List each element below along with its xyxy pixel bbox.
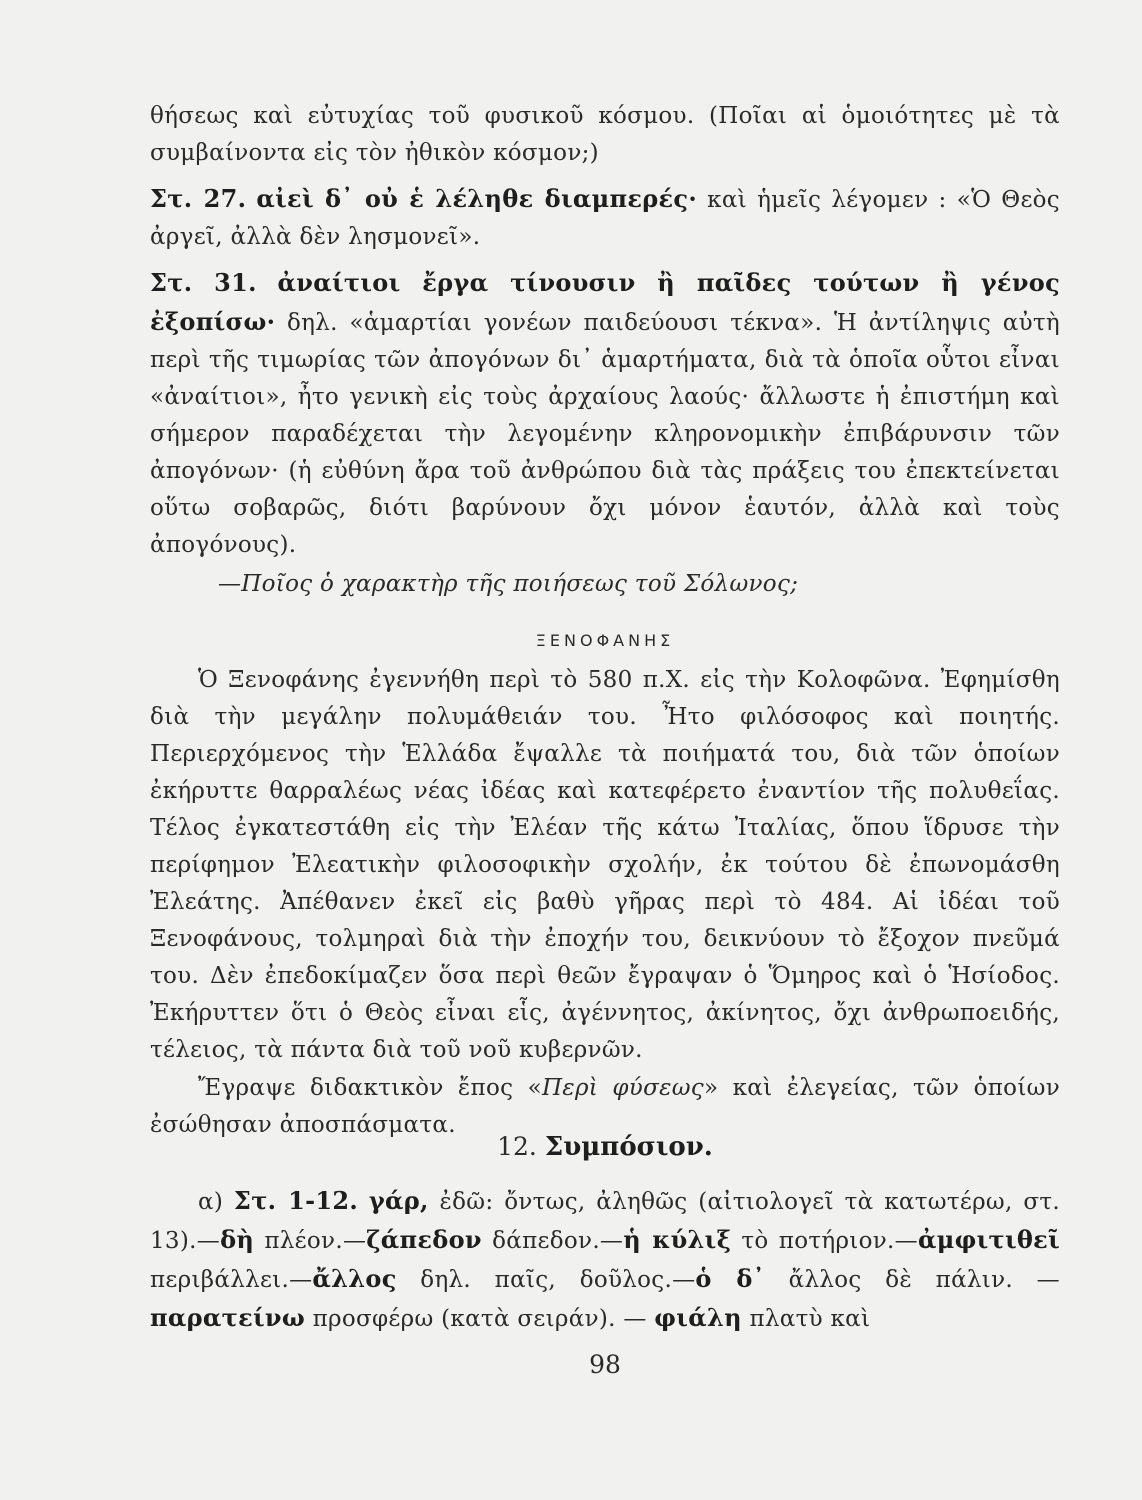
- paragraph-intro: θήσεως καὶ εὐτυχίας τοῦ φυσικοῦ κόσμου. (Ποῖαι αἱ ὁμοιότητες μὲ τὰ συμβαίνοντα εἰς τὸν ἠθικὸν κόσμον;): [150, 103, 1060, 166]
- section-heading: [150, 1132, 1060, 1162]
- commentary: δηλ. «ἁμαρτίαι γονέων παιδεύουσι τέκνα». Ἡ ἀντίληψις αὐτὴ περὶ τῆς τιμωρίας τῶν ἀπογόνων δι᾽ ἁμαρτήματα, διὰ τὰ ὁποῖα οὗτοι εἶναι «ἀναίτιοι», ἦτο γενικὴ εἰς τοὺς ἀρχαίους λαούς· ἄλλωστε ἡ ἐπιστήμη καὶ σήμερον παραδέχεται τὴν λεγομένην κληρονομικὴν ἐπιβάρυνσιν τῶν ἀπογόνων· (ἡ εὐθύνη ἄρα τοῦ ἀνθρώπου διὰ τὰς πράξεις του ἐπεκτείνεται οὕτω σοβαρῶς, διότι βαρύνουν ὄχι μόνον ἑαυτόν, ἀλλὰ καὶ τοὺς ἀπογόνους).: [150, 310, 1060, 558]
- paragraph-line-27: [150, 180, 1060, 256]
- verse-quote: αἰεὶ δ᾽ οὐ ἑ λέληθε διαμπερές·: [256, 184, 698, 213]
- paragraph-notes: α) Στ. 1-12. γάρ, ἐδῶ: ὄντως, ἀληθῶς (αἰτιολογεῖ τὰ κατωτέρω, στ. 13).—δὴ πλέον.—ζάπεδον δάπεδον.—ἡ κύλιξ τὸ ποτήριον.—ἀμφιτιθεῖ περιβάλλει.—ἄλλος δηλ. παῖς, δοῦλος.—ὁ δ᾽ ἄλλος δὲ πάλιν. — παρατείνω προσφέρω (κατὰ σειράν). — φιάλη πλατὺ καὶ: [150, 1186, 1060, 1332]
- verse-reference: Στ. 27.: [150, 184, 247, 213]
- section-number: 12.: [497, 1132, 537, 1161]
- study-question: —Ποῖος ὁ χαρακτὴρ τῆς ποιήσεως τοῦ Σόλωνος;: [218, 571, 799, 597]
- commentary: καὶ ἡμεῖς λέγομεν : «Ὁ Θεὸς ἀργεῖ, ἀλλὰ δὲν λησμονεῖ».: [150, 187, 1060, 250]
- verse-reference: Στ. 31.: [150, 268, 257, 297]
- page-number: 98: [589, 1350, 621, 1379]
- paragraph-line-31: [150, 264, 1060, 564]
- paragraph-works: Ἔγραψε διδακτικὸν ἔπος «Περὶ φύσεως» καὶ ἐλεγείας, τῶν ὁποίων ἐσώθησαν ἀποσπάσματα.: [150, 1075, 1060, 1138]
- section-title: Συμπόσιον.: [544, 1132, 713, 1162]
- paragraph-biography: Ὁ Ξενοφάνης ἐγεννήθη περὶ τὸ 580 π.Χ. εἰς τὴν Κολοφῶνα. Ἐφημίσθη διὰ τὴν μεγάλην πολυμάθειάν του. Ἦτο φιλόσοφος καὶ ποιητής. Περιερχόμενος τὴν Ἑλλάδα ἔψαλλε τὰ ποιήματά του, διὰ τῶν ὁποίων ἐκήρυττε θαρραλέως νέας ἰδέας καὶ κατεφέρετο ἐναντίον τῆς πολυθεΐας. Τέλος ἐγκατεστάθη εἰς τὴν Ἐλέαν τῆς κάτω Ἰταλίας, ὅπου ἵδρυσε τὴν περίφημον Ἐλεατικὴν φιλοσοφικὴν σχολήν, ἐκ τούτου δὲ ἐπωνομάσθη Ἐλεάτης. Ἀπέθανεν ἐκεῖ εἰς βαθὺ γῆρας περὶ τὸ 484. Αἱ ἰδέαι τοῦ Ξενοφάνους, τολμηραὶ διὰ τὴν ἐποχήν του, δεικνύουν τὸ ἔξοχον πνεῦμά του. Δὲν ἐπεδοκίμαζεν ὅσα περὶ θεῶν ἔγραψαν ὁ Ὅμηρος καὶ ὁ Ἡσίοδος. Ἐκήρυττεν ὅτι ὁ Θεὸς εἶναι εἷς, ἀγέννητος, ἀκίνητος, ὄχι ἀνθρωποειδής, τέλειος, τὰ πάντα διὰ τοῦ νοῦ κυβερνῶν.: [150, 667, 1060, 1063]
- author-heading: ΞΕΝΟΦΑΝΗΣ: [535, 631, 675, 650]
- verse-quote: ἀναίτιοι ἔργα τίνουσιν ἢ παῖδες τούτων ἢ γένος ἐξοπίσω·: [150, 268, 1060, 336]
- work-title: Περὶ φύσεως: [541, 1075, 704, 1101]
